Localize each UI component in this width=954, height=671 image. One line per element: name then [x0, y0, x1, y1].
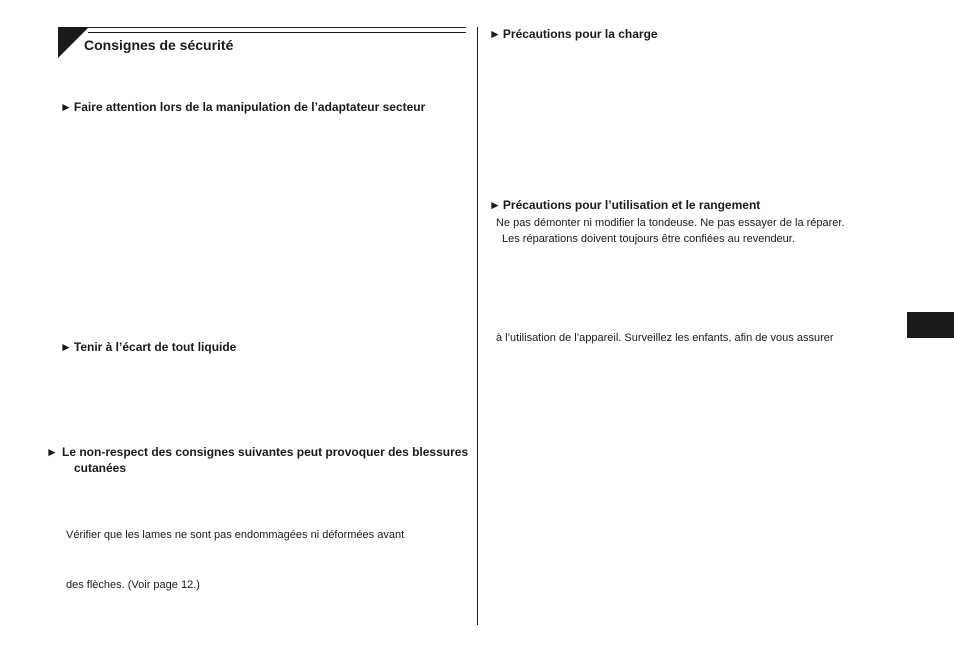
column-divider [477, 27, 478, 625]
body-text-disassemble: Ne pas démonter ni modifier la tondeuse. Ne pas essayer de la réparer. [496, 217, 845, 229]
body-text-blades: Vérifier que les lames ne sont pas endommagées ni déformées avant [66, 529, 405, 541]
arrow-right-icon: ► [489, 27, 501, 41]
arrow-right-icon: ► [60, 340, 72, 354]
heading-text: Précautions pour la charge [502, 27, 658, 41]
arrow-right-icon: ► [489, 198, 501, 212]
heading-text: Le non-respect des consignes suivantes peut provoquer des blessures cutanées [62, 445, 469, 475]
heading-skin-injury: ► Le non-respect des consignes suivantes peut provoquer des blessures cutanées [46, 445, 469, 475]
section-top-rule [58, 27, 466, 28]
body-text-children: à l’utilisation de l’appareil. Surveillez les enfants, afin de vous assurer [496, 332, 834, 344]
heading-charging [489, 26, 658, 42]
heading-adapter [60, 99, 425, 115]
arrow-right-icon: ► [60, 100, 72, 114]
heading-text: Faire attention lors de la manipulation de l’adaptateur secteur [73, 100, 426, 114]
body-text-repairs: Les réparations doivent toujours être confiées au revendeur. [502, 233, 795, 245]
heading-text: Tenir à l’écart de tout liquide [73, 340, 237, 354]
section-title: Consignes de sécurité [84, 37, 234, 53]
body-text-arrows: des flèches. (Voir page 12.) [66, 579, 200, 591]
heading-text: Précautions pour l’utilisation et le rangement [502, 198, 761, 212]
heading-use-storage [489, 197, 760, 213]
section-title-rule [88, 32, 466, 33]
chapter-side-tab [907, 312, 954, 338]
heading-liquid [60, 339, 236, 355]
